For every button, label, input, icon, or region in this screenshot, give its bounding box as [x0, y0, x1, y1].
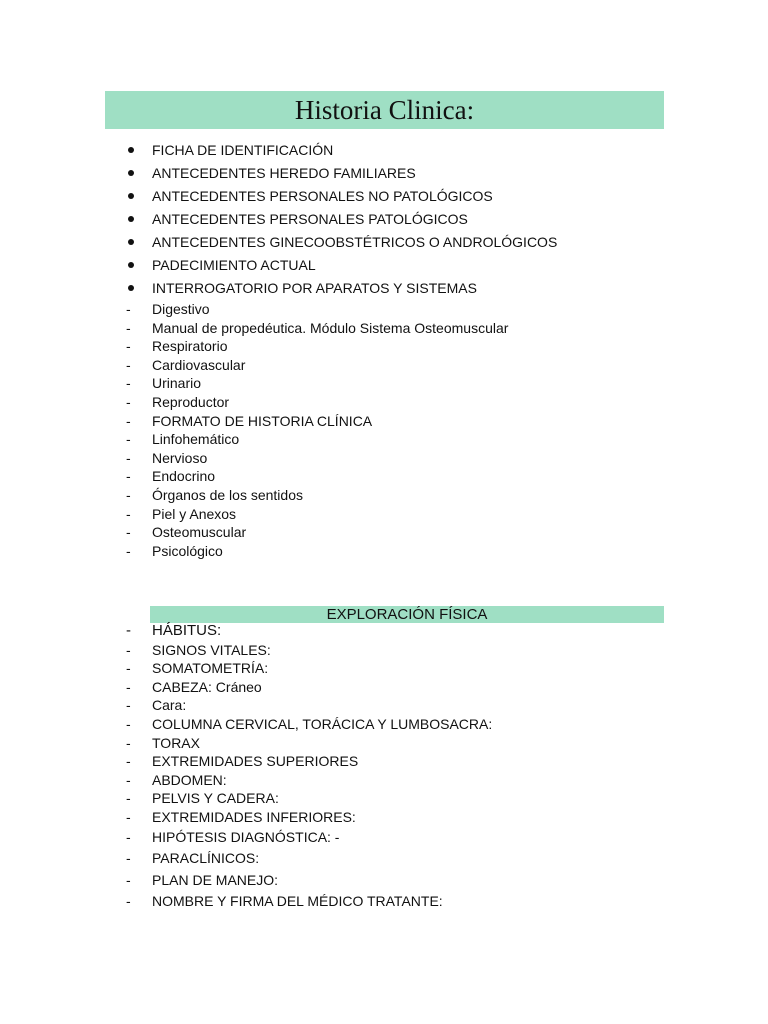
list-item: [126, 542, 686, 561]
list-item-label: EXTREMIDADES INFERIORES:: [152, 808, 356, 825]
list-item-label: Endocrino: [152, 468, 216, 485]
bullet-icon: [128, 262, 134, 268]
list-item-label: Respiratorio: [152, 338, 228, 355]
list-item: [126, 356, 686, 375]
list-item: [126, 208, 686, 231]
dash-icon: -: [126, 449, 131, 466]
list-item: [126, 659, 686, 678]
dash-icon: -: [126, 338, 131, 355]
list-item: [126, 827, 686, 849]
dash-icon: -: [126, 542, 131, 559]
dash-icon: -: [126, 319, 131, 336]
dash-icon: -: [126, 622, 131, 639]
list-item-label: CABEZA: Cráneo: [152, 678, 262, 695]
dash-icon: -: [126, 301, 131, 317]
list-item: [126, 337, 686, 356]
list-item-label: Urinario: [152, 375, 202, 392]
list-item-label: FORMATO DE HISTORIA CLÍNICA: [152, 412, 373, 429]
list-item-label: ANTECEDENTES HEREDO FAMILIARES: [152, 165, 416, 181]
dash-icon: -: [126, 734, 131, 751]
dash-icon: -: [126, 808, 131, 825]
list-item: [126, 430, 686, 449]
list-item-label: SOMATOMETRÍA:: [152, 660, 269, 677]
dash-icon: -: [126, 524, 131, 541]
dash-icon: -: [126, 828, 131, 845]
dash-icon: -: [126, 505, 131, 522]
exploration-banner: [150, 606, 664, 623]
list-item-label: SIGNOS VITALES:: [152, 641, 271, 658]
bullet-icon: [128, 147, 134, 153]
list-item: [126, 870, 686, 892]
dash-icon: -: [126, 486, 131, 503]
bullet-icon: [128, 170, 134, 176]
list-item-label: FICHA DE IDENTIFICACIÓN: [152, 142, 334, 158]
dash-icon: -: [126, 660, 131, 677]
list-item-label: Piel y Anexos: [152, 505, 237, 522]
list-item: [126, 808, 686, 827]
list-item: [126, 185, 686, 208]
list-item-label: Reproductor: [152, 393, 230, 410]
list-item: [126, 641, 686, 660]
exploration-list: [126, 622, 686, 913]
list-item-label: Manual de propedéutica. Módulo Sistema Osteomuscular: [152, 319, 509, 336]
list-item-label: Psicológico: [152, 542, 223, 559]
list-item-label: Digestivo: [152, 301, 210, 317]
list-item: [126, 393, 686, 412]
dash-icon: -: [126, 641, 131, 658]
list-item-label: PLAN DE MANEJO:: [152, 871, 279, 888]
list-item: [126, 523, 686, 542]
dash-icon: -: [126, 375, 131, 392]
dash-icon: -: [126, 678, 131, 695]
list-item: [126, 678, 686, 697]
dash-icon: -: [126, 468, 131, 485]
dash-icon: -: [126, 356, 131, 373]
dash-icon: -: [126, 697, 131, 714]
list-item-label: ANTECEDENTES GINECOOBSTÉTRICOS O ANDROLÓGICOS: [152, 234, 558, 250]
document-title: Historia Clinica:: [294, 94, 475, 125]
list-item-label: Cara:: [152, 697, 187, 714]
list-item: [126, 254, 686, 277]
list-item-label: ANTECEDENTES PERSONALES NO PATOLÓGICOS: [152, 188, 493, 204]
list-item-label: ABDOMEN:: [152, 771, 227, 788]
list-item-label: PADECIMIENTO ACTUAL: [152, 257, 316, 273]
list-item: [126, 319, 686, 338]
list-item: [126, 752, 686, 771]
list-item: [126, 231, 686, 254]
bullet-icon: [128, 239, 134, 245]
list-item-label: PELVIS Y CADERA:: [152, 790, 279, 807]
list-item-label: NOMBRE Y FIRMA DEL MÉDICO TRATANTE:: [152, 893, 443, 910]
list-item-label: HIPÓTESIS DIAGNÓSTICA: -: [152, 828, 340, 845]
list-item: [126, 374, 686, 393]
list-item: [126, 162, 686, 185]
section-title: EXPLORACIÓN FÍSICA: [326, 606, 488, 623]
list-item-label: Osteomuscular: [152, 524, 247, 541]
list-item-label: Linfohemático: [152, 431, 240, 448]
list-item: [126, 622, 686, 641]
dash-icon: -: [126, 771, 131, 788]
bullet-icon: [128, 193, 134, 199]
dash-icon: -: [126, 753, 131, 770]
bullet-icon: [128, 216, 134, 222]
list-item-label: Cardiovascular: [152, 356, 246, 373]
bullet-icon: [128, 285, 134, 291]
title-banner: [105, 91, 664, 129]
list-item: [126, 696, 686, 715]
list-item: [126, 891, 686, 913]
list-item: [126, 734, 686, 753]
list-item-label: TORAX: [152, 734, 200, 751]
dash-icon: -: [126, 850, 131, 867]
list-item: [126, 486, 686, 505]
dash-icon: -: [126, 393, 131, 410]
list-item-label: INTERROGATORIO POR APARATOS Y SISTEMAS: [152, 280, 477, 296]
list-item: [126, 412, 686, 431]
dash-icon: -: [126, 431, 131, 448]
systems-list: [126, 300, 686, 560]
dash-icon: -: [126, 715, 131, 732]
dash-icon: -: [126, 412, 131, 429]
dash-icon: -: [126, 790, 131, 807]
list-item: [126, 505, 686, 524]
history-sections-list: [126, 139, 686, 300]
list-item-label: Órganos de los sentidos: [152, 486, 303, 503]
list-item-label: HÁBITUS:: [152, 622, 222, 639]
list-item: [126, 277, 686, 300]
dash-icon: -: [126, 871, 131, 888]
list-item: [126, 467, 686, 486]
list-item: [126, 449, 686, 468]
list-item: [126, 139, 686, 162]
list-item-label: PARACLÍNICOS:: [152, 850, 260, 867]
list-item-label: COLUMNA CERVICAL, TORÁCICA Y LUMBOSACRA:: [152, 715, 493, 732]
list-item: [126, 848, 686, 870]
list-item-label: Nervioso: [152, 449, 208, 466]
list-item: [126, 715, 686, 734]
list-item-label: ANTECEDENTES PERSONALES PATOLÓGICOS: [152, 211, 468, 227]
list-item: [126, 771, 686, 790]
list-item-label: EXTREMIDADES SUPERIORES: [152, 753, 359, 770]
list-item: [126, 789, 686, 808]
dash-icon: -: [126, 893, 131, 910]
list-item: [126, 300, 686, 319]
